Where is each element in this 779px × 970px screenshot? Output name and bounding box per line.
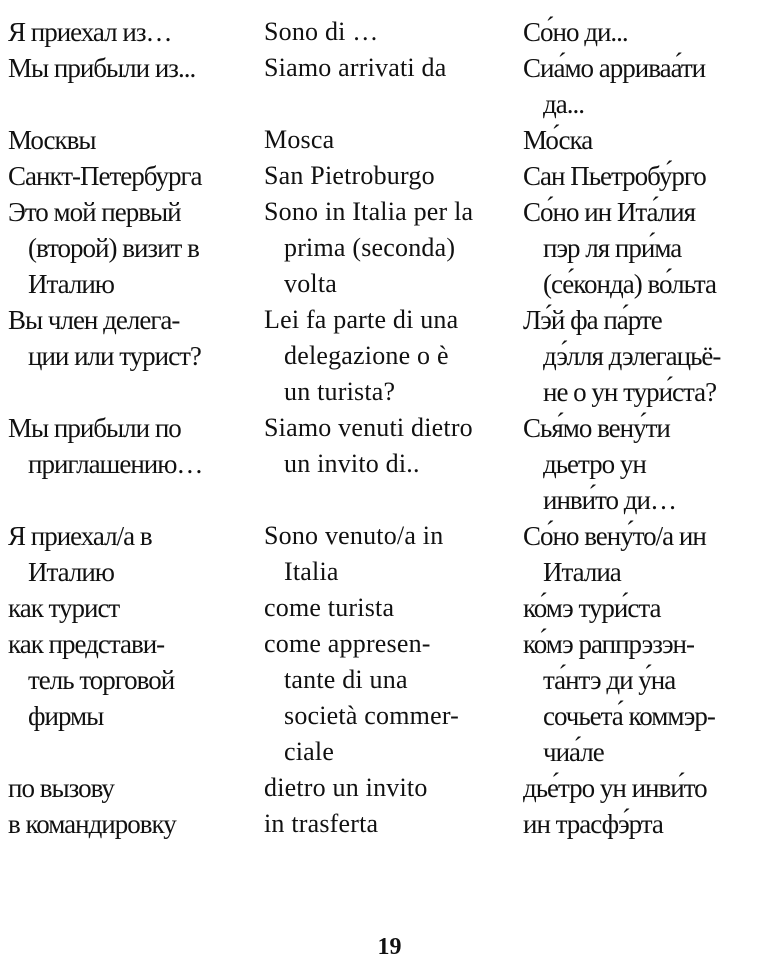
phrase-row (0, 194, 779, 302)
phrase-row (0, 302, 779, 410)
phrase-line: Вы член делега- (8, 305, 180, 335)
russian-cell (8, 158, 258, 194)
phrase-line: Sono in Italia per la (264, 197, 474, 226)
transcription-cell (523, 194, 773, 302)
phrase-line: prima (seconda) (284, 233, 456, 262)
italian-cell (264, 590, 519, 626)
phrase-line: дьетро ун (543, 449, 646, 479)
phrase-line: Италиа (543, 557, 621, 587)
phrase-line: San Pietroburgo (264, 161, 435, 190)
phrase-line: Сан Пьетробу́рго (523, 161, 706, 191)
transcription-cell (523, 806, 773, 842)
phrase-line: (второй) визит в (28, 233, 199, 263)
transcription-cell (523, 158, 773, 194)
phrase-line: Со́но ин Ита́лия (523, 197, 696, 227)
page-number: 19 (377, 934, 402, 960)
italian-cell (264, 410, 519, 482)
phrase-line: та́нтэ ди у́на (543, 665, 676, 695)
phrase-row (0, 50, 779, 122)
transcription-cell (523, 626, 773, 770)
italian-cell (264, 50, 519, 86)
phrase-line: как турист (8, 593, 120, 623)
phrase-line: volta (284, 269, 337, 298)
phrase-line: приглашению… (28, 449, 203, 479)
italian-cell (264, 626, 519, 770)
phrase-line: Это мой первый (8, 197, 181, 227)
russian-cell (8, 590, 258, 626)
phrase-line: ко́мэ тури́ста (523, 593, 661, 623)
phrase-row (0, 806, 779, 842)
russian-cell (8, 122, 258, 158)
phrase-line: Лэ́й фа па́рте (523, 305, 662, 335)
phrase-line: чиа́ле (543, 737, 604, 767)
phrase-line: инви́то ди… (543, 485, 676, 515)
phrase-line: Москвы (8, 125, 96, 155)
phrase-line: как представи- (8, 629, 165, 659)
italian-cell (264, 770, 519, 806)
phrase-line: un invito di.. (284, 449, 420, 478)
phrase-line: dietro un invito (264, 773, 428, 802)
phrase-line: Я приехал из… (8, 17, 172, 47)
phrase-line: Siamo venuti dietro (264, 413, 473, 442)
phrase-line: come turista (264, 593, 395, 622)
phrase-row (0, 158, 779, 194)
phrase-line: тель торговой (28, 665, 175, 695)
russian-cell (8, 770, 258, 806)
phrase-line: по вызову (8, 773, 114, 803)
phrase-line: ciale (284, 737, 335, 766)
transcription-cell (523, 122, 773, 158)
phrase-line: Sono venuto/a in (264, 521, 444, 550)
phrase-line: come appresen- (264, 629, 431, 658)
phrase-line: Мы прибыли из... (8, 53, 196, 83)
phrase-row (0, 518, 779, 590)
russian-cell (8, 518, 258, 590)
phrase-line: пэр ля при́ма (543, 233, 682, 263)
transcription-cell (523, 50, 773, 122)
phrase-line: фирмы (28, 701, 104, 731)
phrase-line: Siamo arrivati da (264, 53, 447, 82)
russian-cell (8, 50, 258, 86)
phrase-line: Сья́мо вену́ти (523, 413, 670, 443)
italian-cell (264, 14, 519, 50)
phrase-line: Сиа́мо арриваа́ти (523, 53, 706, 83)
phrase-row (0, 14, 779, 50)
phrase-line: Со́но вену́то/а ин (523, 521, 706, 551)
phrase-row (0, 122, 779, 158)
russian-cell (8, 410, 258, 482)
phrase-line: Италию (28, 269, 114, 299)
phrase-line: ин трасфэ́рта (523, 809, 663, 839)
phrase-line: (се́конда) во́льта (543, 269, 717, 299)
phrase-line: in trasferta (264, 809, 379, 838)
phrase-line: Мы прибыли по (8, 413, 181, 443)
phrase-line: delegazione o è (284, 341, 449, 370)
russian-cell (8, 626, 258, 734)
phrase-line: Italia (284, 557, 339, 586)
phrase-line: Я приехал/а в (8, 521, 152, 551)
phrase-line: Mosca (264, 125, 335, 154)
transcription-cell (523, 410, 773, 518)
russian-cell (8, 14, 258, 50)
phrase-row (0, 770, 779, 806)
italian-cell (264, 194, 519, 302)
russian-cell (8, 302, 258, 374)
phrase-line: Sono di … (264, 17, 379, 46)
italian-cell (264, 302, 519, 410)
phrase-line: Мо́ска (523, 125, 593, 155)
italian-cell (264, 806, 519, 842)
phrase-row (0, 626, 779, 770)
italian-cell (264, 122, 519, 158)
phrase-line: società commer- (284, 701, 460, 730)
italian-cell (264, 158, 519, 194)
italian-cell (264, 518, 519, 590)
phrase-line: в командировку (8, 809, 176, 839)
phrase-line: сочьета́ коммэр- (543, 701, 715, 731)
phrase-row (0, 590, 779, 626)
phrase-line: ции или турист? (28, 341, 201, 371)
transcription-cell (523, 518, 773, 590)
phrase-line: Lei fa parte di una (264, 305, 459, 334)
russian-cell (8, 194, 258, 302)
phrase-line: дье́тро ун инви́то (523, 773, 707, 803)
transcription-cell (523, 14, 773, 50)
transcription-cell (523, 302, 773, 410)
phrase-line: Италию (28, 557, 114, 587)
phrase-line: tante di una (284, 665, 408, 694)
russian-cell (8, 806, 258, 842)
phrase-line: Со́но ди... (523, 17, 628, 47)
phrase-table (0, 14, 779, 842)
phrase-row (0, 410, 779, 518)
phrase-line: un turista? (284, 377, 396, 406)
phrase-line: Санкт-Петербурга (8, 161, 202, 191)
phrase-line: дэ́лля дэлегацьё- (543, 341, 721, 371)
phrase-line: да... (543, 89, 584, 119)
phrase-line: ко́мэ раппрэзэн- (523, 629, 694, 659)
transcription-cell (523, 770, 773, 806)
phrase-line: не о ун тури́ста? (543, 377, 717, 407)
transcription-cell (523, 590, 773, 626)
